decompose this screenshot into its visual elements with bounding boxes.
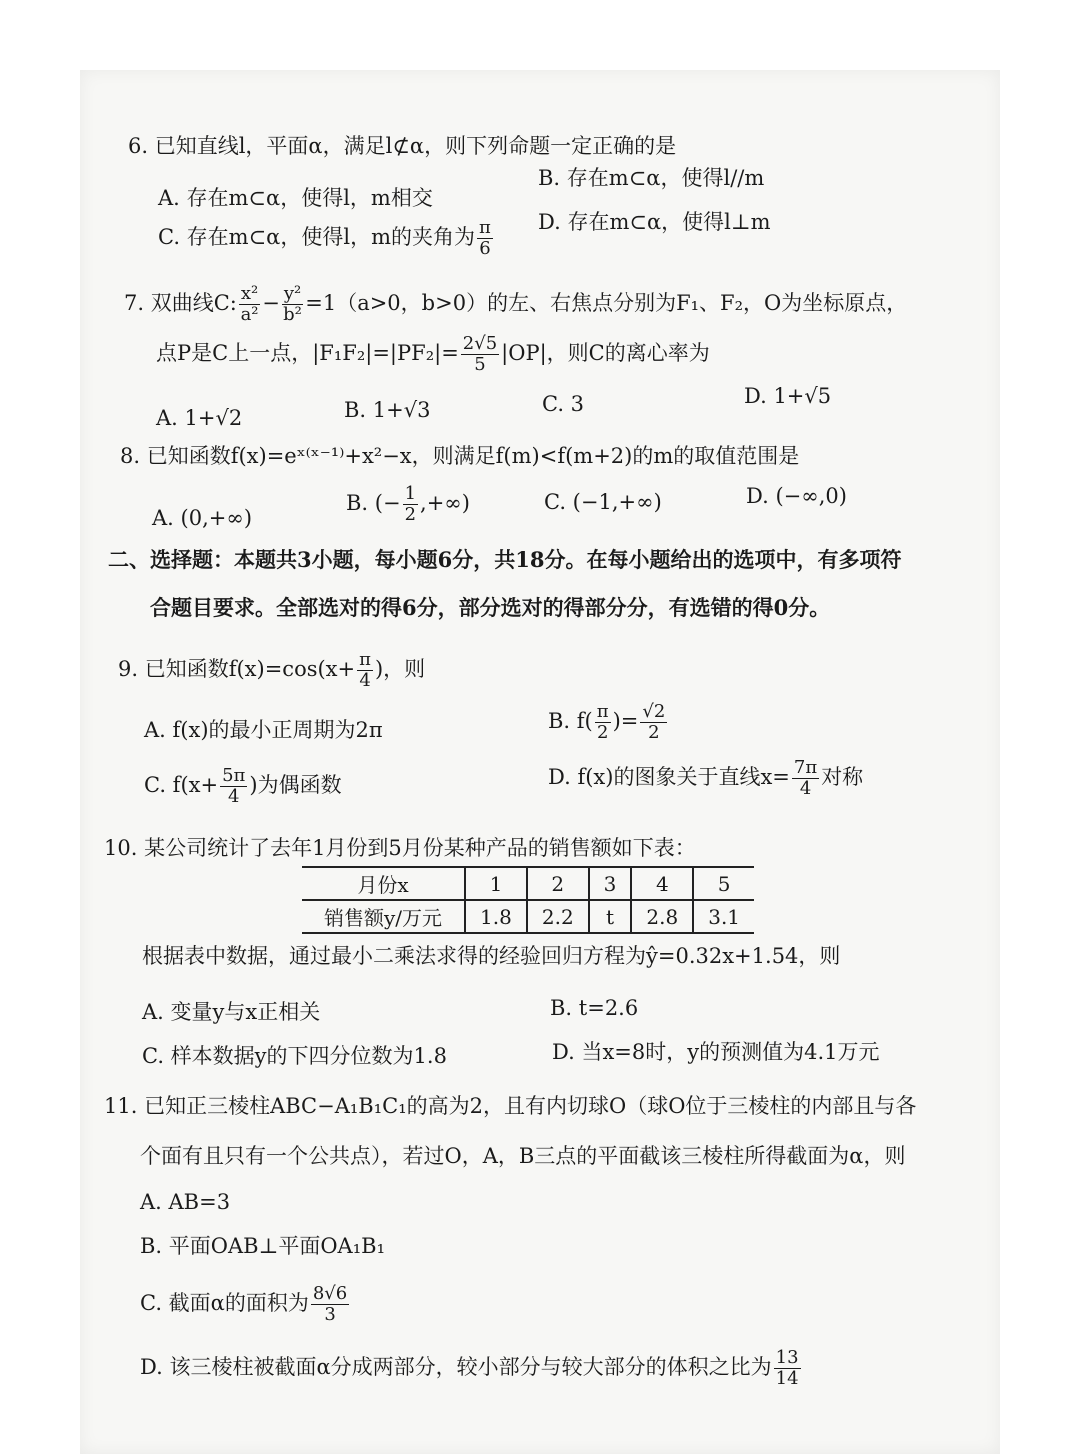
q9-option-b-fraction1: $\frac{\pi}{2}$ [596,701,609,743]
q9-stem: 9. 已知函数f(x)=cos(x+ $\frac{\pi}{4}$ )，则 [118,649,426,691]
table-cell: 2.8 [631,900,693,933]
q9-option-c-fraction: $\frac{5\pi}{4}$ [222,765,246,807]
q6-option-c [158,218,495,259]
table-header-month: 月份x [302,867,465,900]
q11-stem-line1: 11. 已知正三棱柱ABC−A₁B₁C₁的高为2，且有内切球O（球O位于三棱柱的内部且与各 [104,1094,917,1118]
q10-line2: 根据表中数据，通过最小二乘法求得的经验回归方程为ŷ=0.32x+1.54，则 [142,944,841,968]
table-cell: 1.8 [465,900,527,933]
table-cell: 3 [589,867,632,900]
section2-line2: 合题目要求。全部选对的得6分，部分选对的得部分分，有选错的得0分。 [150,595,831,620]
table-cell: t [589,900,632,933]
q10-option-c: C. 样本数据y的下四分位数为1.8 [142,1044,447,1068]
q9-option-b-fraction2: $\frac{√2}{2}$ [642,701,666,743]
q9-stem-fraction: $\frac{\pi}{4}$ [359,649,371,691]
q11-option-c: C. 截面α的面积为 $\frac{8√6}{3}$ [140,1283,348,1325]
q8-option-a: A. (0,+∞) [152,506,253,530]
q7-fraction-x: $\frac{\text{x²}}{\text{a²}}$ [240,283,259,325]
q7-fraction-2root5: $\frac{2√5}{5}$ [462,333,498,375]
q6-option-a: A. 存在m⊂α，使得l，m相交 [158,186,433,210]
q11-option-a: A. AB=3 [140,1190,231,1214]
sales-table [302,866,754,934]
q9-option-a: A. f(x)的最小正周期为2π [144,718,383,742]
q7-stem: 7. 双曲线C: $\frac{\text{x²}}{\text{a²}}$ − $\frac{\text{y²}}{\text{b²}}$ =1（a>0，b>0）的左、右焦点分别为F₁、F₂，O为坐标原点， [124,283,908,325]
q11-option-d: D. 该三棱柱被截面α分成两部分，较小部分与较大部分的体积之比为 $\frac{13}{14}$ [140,1347,799,1389]
q11-option-d-fraction: $\frac{13}{14}$ [775,1347,799,1389]
table-row-sales [302,900,754,933]
q6-option-b: B. 存在m⊂α，使得l//m [538,166,765,190]
q8-stem: 8. 已知函数f(x)=eˣ⁽ˣ⁻¹⁾+x²−x，则满足f(m)<f(m+2)的m的取值范围是 [120,444,800,468]
q7-option-b: B. 1+√3 [344,398,431,422]
q8-option-b-fraction: $\frac{1}{2}$ [404,483,417,525]
table-cell: 2.2 [527,900,589,933]
table-header-sales: 销售额y/万元 [302,900,465,933]
q6-stem: 6. 已知直线l，平面α，满足l⊄α，则下列命题一定正确的是 [128,134,677,158]
q9-option-d: D. f(x)的图象关于直线x= $\frac{7\pi}{4}$ 对称 [548,757,864,799]
q6-option-c-text: C. 存在m⊂α，使得l，m的夹角为 [158,225,475,249]
q8-option-d: D. (−∞,0) [746,484,847,508]
q8-option-b: B. (− $\frac{1}{2}$ ,+∞) [346,483,470,525]
table-cell: 2 [527,867,589,900]
q10-option-d: D. 当x=8时，y的预测值为4.1万元 [552,1040,880,1064]
q11-option-b: B. 平面OAB⊥平面OA₁B₁ [140,1234,385,1258]
q9-option-b: B. f( $\frac{\pi}{2}$ )= $\frac{√2}{2}$ [548,701,666,743]
q9-option-c: C. f(x+ $\frac{5\pi}{4}$ )为偶函数 [144,765,342,807]
q7-option-a: A. 1+√2 [156,406,243,430]
q6-option-c-fraction: $\frac{\pi}{6}$ [479,217,491,259]
q11-option-c-fraction: $\frac{8√6}{3}$ [312,1283,348,1325]
q7-option-c: C. 3 [542,392,585,416]
q11-stem-line2: 个面有且只有一个公共点），若过O，A，B三点的平面截该三棱柱所得截面为α，则 [140,1144,906,1168]
q10-stem: 10. 某公司统计了去年1月份到5月份某种产品的销售额如下表： [104,836,696,860]
table-cell: 5 [693,867,754,900]
q7-line2: 点P是C上一点，|F₁F₂|=|PF₂|= $\frac{2√5}{5}$ |OP|，则C的离心率为 [156,333,710,375]
q8-option-c: C. (−1,+∞) [544,490,662,514]
q7-option-d: D. 1+√5 [744,384,832,408]
q9-option-d-fraction: $\frac{7\pi}{4}$ [793,757,818,799]
q10-option-a: A. 变量y与x正相关 [142,1000,321,1024]
table-cell: 1 [465,867,527,900]
section2-line1: 二、选择题：本题共3小题，每小题6分，共18分。在每小题给出的选项中，有多项符 [108,547,902,572]
q10-option-b: B. t=2.6 [550,996,639,1020]
q6-option-d: D. 存在m⊂α，使得l⊥m [538,210,771,234]
table-row-month [302,867,754,900]
q7-fraction-y: $\frac{\text{y²}}{\text{b²}}$ [283,283,302,325]
table-cell: 4 [631,867,693,900]
table-cell: 3.1 [693,900,754,933]
